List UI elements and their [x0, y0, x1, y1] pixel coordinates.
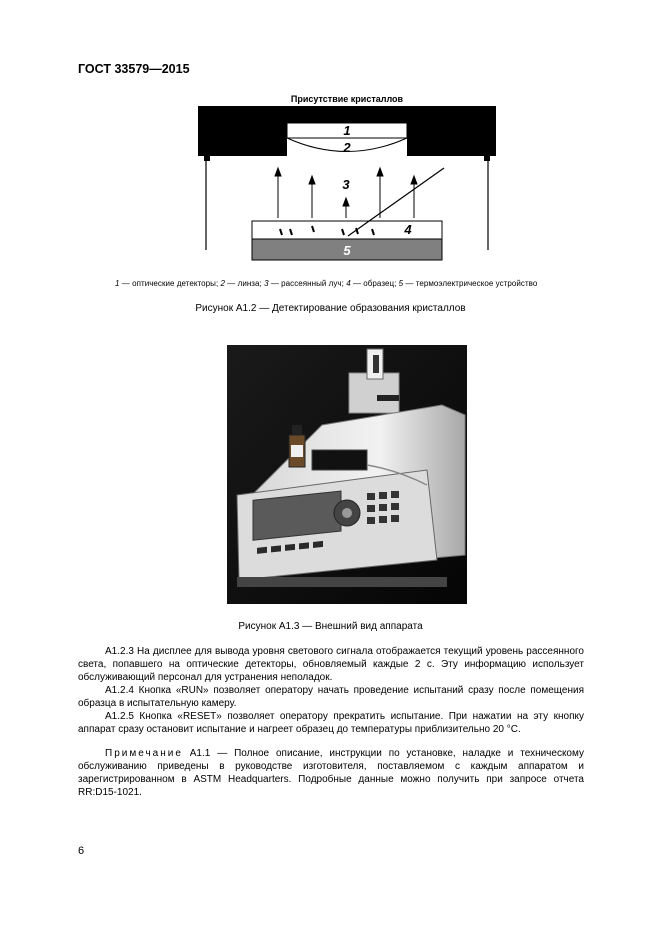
- label-1: 1: [343, 123, 351, 138]
- page-number: 6: [78, 845, 85, 857]
- figure1-legend: 1 — оптические детекторы; 2 — линза; 3 — рассеянный луч; 4 — образец; 5 — термоэлектрическое устройство: [115, 279, 538, 288]
- document-header: ГОСТ 33579—2015: [78, 62, 190, 76]
- figure1-caption: Рисунок А1.2 — Детектирование образования кристаллов: [195, 303, 466, 314]
- scattered-light-arrows: [275, 168, 417, 218]
- label-2: 2: [343, 140, 351, 155]
- paragraph-a1-2-4: А1.2.4 Кнопка «RUN» позволяет оператору начать проведение испытаний сразу после помещения образца в испытательную камеру.: [78, 685, 584, 709]
- paragraph-a1-2-3: А1.2.3 На дисплее для вывода уровня светового сигнала отображается текущий уровень рассеянного света, попавшего на оптические детекторы, обновляемый каждые 2 с. Эту информацию использует обслуживающий персонал для устранения неполадок.: [78, 646, 584, 683]
- label-4: 4: [404, 222, 412, 237]
- crystal-detection-diagram: [196, 90, 498, 262]
- note-a1-1: Примечание А1.1 — Полное описание, инструкции по установке, наладке и техническому обслуживанию приведены в руководстве изготовителя, поставляемом с каждым аппаратом и зарегистрированном в ASTM Headquarters. Подробные данные можно получить при запросе отчета RR:D15-1021.: [78, 748, 584, 798]
- apparatus-photo: [227, 345, 467, 604]
- paragraph-a1-2-5: А1.2.5 Кнопка «RESET» позволяет оператору прекратить испытание. При нажатии на эту кнопку аппарат сразу остановит испытание и нагреет образец до температуры приблизительно 20 °С.: [78, 711, 584, 735]
- diagram-top-label: Присутствие кристаллов: [290, 94, 404, 104]
- label-5: 5: [343, 243, 351, 258]
- label-3: 3: [342, 177, 350, 192]
- figure2-caption: Рисунок А1.3 — Внешний вид аппарата: [238, 621, 423, 632]
